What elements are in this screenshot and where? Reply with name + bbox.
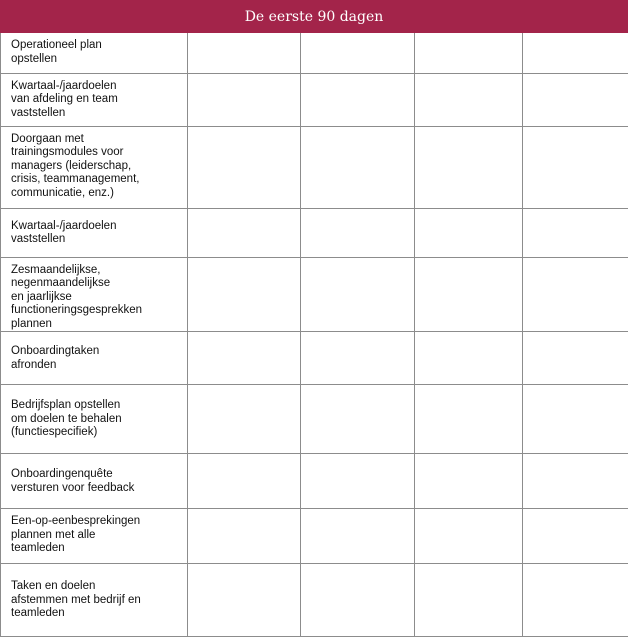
row-label: Zesmaandelijkse, negenmaandelijkse en jaarlijkse functioneringsgesprekken plannen (1, 257, 188, 332)
check-cell[interactable] (415, 385, 523, 454)
check-cell[interactable] (188, 257, 301, 332)
row-label: Kwartaal-/jaardoelen van afdeling en team vaststellen (1, 73, 188, 126)
check-cell[interactable] (523, 126, 628, 208)
check-cell[interactable] (523, 73, 628, 126)
table-row (1, 454, 628, 509)
row-label: Taken en doelen afstemmen met bedrijf en teamleden (1, 564, 188, 637)
check-cell[interactable] (415, 509, 523, 564)
check-cell[interactable] (523, 208, 628, 257)
check-cell[interactable] (301, 257, 415, 332)
table-row (1, 33, 628, 73)
check-cell[interactable] (301, 332, 415, 385)
check-cell[interactable] (301, 509, 415, 564)
row-label: Onboardingtaken afronden (1, 332, 188, 385)
row-label: Kwartaal-/jaardoelen vaststellen (1, 208, 188, 257)
table-row (1, 564, 628, 637)
check-cell[interactable] (188, 73, 301, 126)
check-cell[interactable] (188, 564, 301, 637)
row-label: Doorgaan met trainingsmodules voor managers (leiderschap, crisis, teammanagement, communicatie, enz.) (1, 126, 188, 208)
check-cell[interactable] (301, 564, 415, 637)
check-cell[interactable] (301, 208, 415, 257)
table-row (1, 385, 628, 454)
table-row (1, 73, 628, 126)
row-label: Een-op-eenbesprekingen plannen met alle teamleden (1, 509, 188, 564)
row-label: Onboardingenquête versturen voor feedback (1, 454, 188, 509)
check-cell[interactable] (523, 33, 628, 73)
check-cell[interactable] (415, 126, 523, 208)
check-cell[interactable] (188, 126, 301, 208)
check-cell[interactable] (301, 73, 415, 126)
table-title: De eerste 90 dagen (0, 0, 628, 33)
row-label: Operationeel plan opstellen (1, 33, 188, 73)
checklist-table (0, 33, 628, 637)
table-row (1, 126, 628, 208)
check-cell[interactable] (188, 33, 301, 73)
check-cell[interactable] (523, 454, 628, 509)
check-cell[interactable] (188, 509, 301, 564)
check-cell[interactable] (523, 385, 628, 454)
check-cell[interactable] (415, 257, 523, 332)
check-cell[interactable] (301, 126, 415, 208)
check-cell[interactable] (188, 454, 301, 509)
check-cell[interactable] (415, 454, 523, 509)
check-cell[interactable] (523, 332, 628, 385)
check-cell[interactable] (301, 33, 415, 73)
check-cell[interactable] (523, 257, 628, 332)
table-row (1, 332, 628, 385)
check-cell[interactable] (301, 385, 415, 454)
check-cell[interactable] (415, 332, 523, 385)
check-cell[interactable] (188, 332, 301, 385)
check-cell[interactable] (301, 454, 415, 509)
check-cell[interactable] (188, 208, 301, 257)
table-row (1, 509, 628, 564)
table-row (1, 257, 628, 332)
check-cell[interactable] (523, 509, 628, 564)
check-cell[interactable] (415, 208, 523, 257)
row-label: Bedrijfsplan opstellen om doelen te behalen (functiespecifiek) (1, 385, 188, 454)
table-row (1, 208, 628, 257)
check-cell[interactable] (188, 385, 301, 454)
check-cell[interactable] (415, 564, 523, 637)
check-cell[interactable] (415, 33, 523, 73)
check-cell[interactable] (415, 73, 523, 126)
check-cell[interactable] (523, 564, 628, 637)
